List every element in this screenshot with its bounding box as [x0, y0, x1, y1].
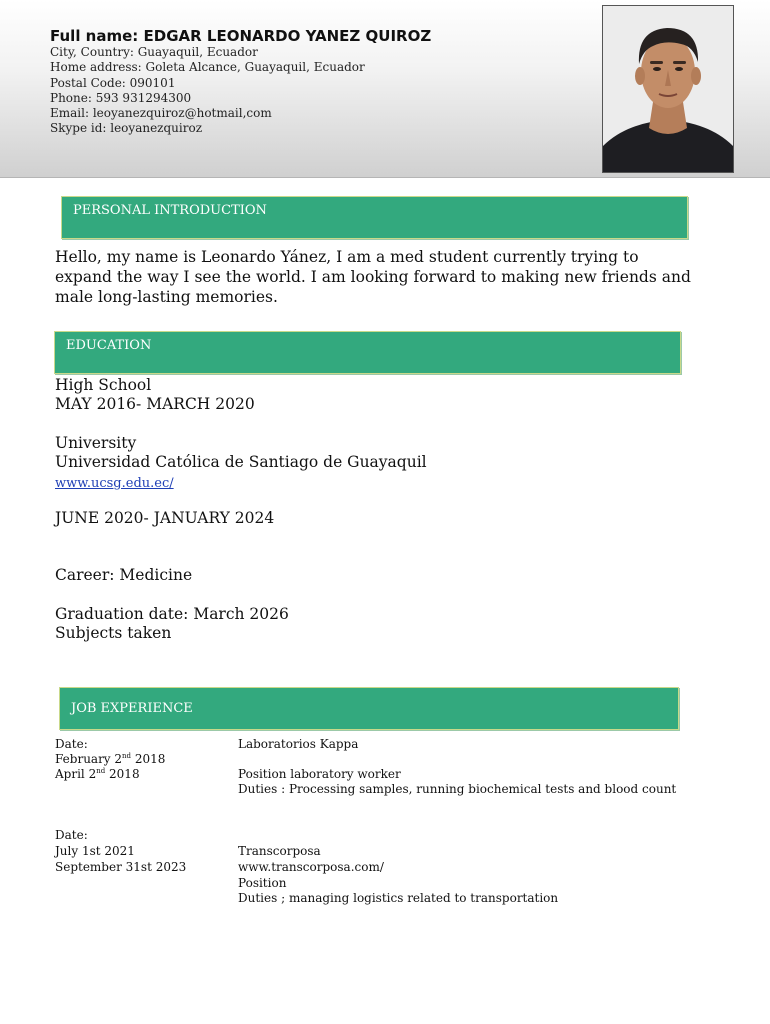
- cv-header: [0, 0, 770, 178]
- university-name: Universidad Católica de Santiago de Guayaquil: [55, 453, 427, 471]
- job-start-date: February 2nd 2018: [55, 752, 166, 766]
- high-school-dates: MAY 2016- MARCH 2020: [55, 395, 255, 413]
- university-link[interactable]: www.ucsg.edu.ec/: [55, 476, 174, 491]
- skype-id: Skype id: leoyanezquiroz: [50, 121, 203, 136]
- city-country: City, Country: Guayaquil, Ecuador: [50, 45, 258, 59]
- postal-code: Postal Code: 090101: [50, 75, 176, 90]
- job-end-date: September 31st 2023: [55, 860, 187, 874]
- job-company: Transcorposa: [238, 844, 321, 858]
- education-header: [54, 331, 681, 374]
- job-website: www.transcorposa.com/: [238, 860, 384, 874]
- high-school-label: High School: [55, 376, 152, 394]
- university-label: University: [55, 434, 137, 452]
- profile-photo-icon: [603, 6, 733, 172]
- job-date-label: Date:: [55, 737, 88, 751]
- home-address: Home address: Goleta Alcance, Guayaquil, Ecuador: [50, 60, 365, 75]
- section-title: PERSONAL INTRODUCTION: [73, 203, 267, 218]
- section-title: EDUCATION: [66, 338, 152, 353]
- job-duties: Duties ; managing logistics related to transportation: [238, 891, 559, 905]
- job-duties: Duties : Processing samples, running biochemical tests and blood count: [238, 782, 677, 796]
- job-date-label: Date:: [55, 828, 88, 842]
- full-name: Full name: EDGAR LEONARDO YANEZ QUIROZ: [50, 27, 432, 45]
- phone: Phone: 593 931294300: [50, 90, 192, 105]
- personal-introduction-header: [61, 196, 688, 239]
- section-title: JOB EXPERIENCE: [71, 701, 193, 716]
- university-dates: JUNE 2020- JANUARY 2024: [55, 509, 275, 527]
- job-position: Position: [238, 876, 287, 890]
- intro-paragraph: Hello, my name is Leonardo Yánez, I am a med student currently trying to expand the way I see the world. I am looking forward to making new friends and male long-lasting memories.: [55, 248, 691, 306]
- graduation-date: Graduation date: March 2026: [55, 605, 289, 623]
- career: Career: Medicine: [55, 566, 193, 584]
- subjects-taken: Subjects taken: [55, 624, 172, 642]
- contact-info: [50, 45, 365, 137]
- job-experience-header: [59, 687, 679, 730]
- job-start-date: July 1st 2021: [55, 844, 135, 858]
- email: Email: leoyanezquiroz@hotmail,com: [50, 106, 272, 121]
- job-end-date: April 2nd 2018: [55, 767, 140, 781]
- job-company: Laboratorios Kappa: [238, 737, 359, 751]
- profile-photo: [602, 5, 734, 173]
- job-position: Position laboratory worker: [238, 767, 401, 781]
